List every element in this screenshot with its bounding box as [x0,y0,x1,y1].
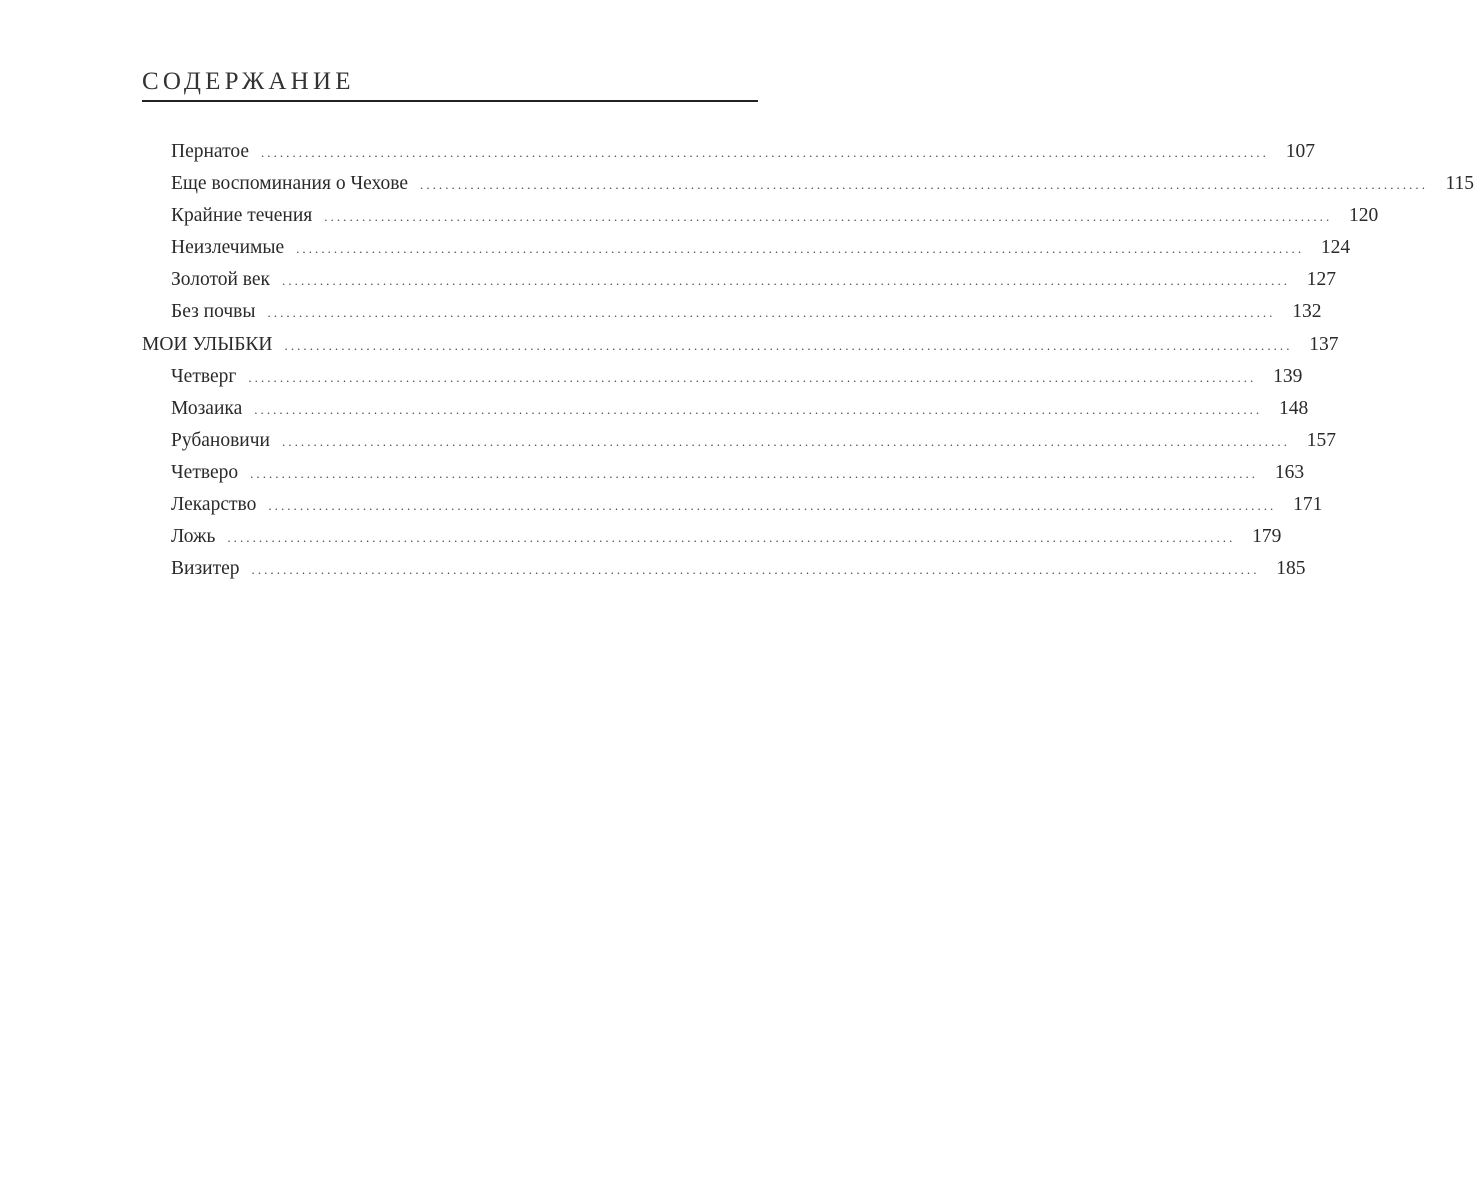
toc-leader-dots: ................................................................................................................................................................ [267,305,1276,321]
toc-entry[interactable] [142,200,1379,232]
table-of-contents [142,136,1474,585]
toc-entry[interactable] [142,136,1315,168]
toc-entry-page: 139 [1273,365,1303,387]
toc-leader-dots: ................................................................................................................................................................ [420,177,1429,193]
toc-leader-dots: ................................................................................................................................................................ [227,530,1236,546]
toc-entry-page: 120 [1349,205,1379,227]
toc-entry[interactable] [142,264,1337,296]
toc-leader-dots: ................................................................................................................................................................ [268,498,1277,514]
toc-entry-page: 185 [1276,558,1306,580]
toc-leader-dots: ................................................................................................................................................................ [324,209,1333,225]
toc-entry[interactable] [142,296,1322,328]
toc-leader-dots: ................................................................................................................................................................ [251,562,1260,578]
toc-entry[interactable] [142,393,1309,425]
toc-entry-page: 179 [1252,526,1282,548]
toc-entry-title: Лекарство [171,494,257,516]
toc-entry[interactable] [142,425,1336,457]
toc-section-entry[interactable] [142,329,1339,361]
toc-entry-page: 127 [1306,269,1337,291]
toc-entry-page: 107 [1285,141,1315,162]
toc-entry-title: Визитер [171,558,240,580]
toc-entry[interactable] [142,489,1323,521]
toc-leader-dots: ................................................................................................................................................................ [284,337,1293,353]
toc-entry-title: Без почвы [171,301,256,323]
toc-entry-page: 124 [1320,237,1351,259]
toc-section-title: МОИ УЛЫБКИ [142,333,273,355]
toc-leader-dots: ................................................................................................................................................................ [282,273,1291,289]
toc-entry-page: 171 [1293,494,1323,516]
toc-entry[interactable] [142,457,1305,489]
toc-entry-title: Золотой век [171,269,271,291]
toc-entry-page: 148 [1278,397,1309,419]
toc-entry-title: Четверг [171,365,237,387]
toc-entry-page: 132 [1292,301,1322,323]
toc-entry-page: 163 [1274,461,1305,483]
toc-entry-title: Пернатое [171,141,249,162]
toc-entry-page: 157 [1306,429,1336,451]
toc-leader-dots: ................................................................................................................................................................ [248,369,1257,385]
toc-leader-dots: ................................................................................................................................................................ [260,145,1269,160]
page-title: СОДЕРЖАНИЕ [142,68,355,95]
toc-entry-title: Крайние течения [171,205,313,227]
toc-leader-dots: ................................................................................................................................................................ [250,465,1259,481]
toc-entry-title: Ложь [171,526,216,548]
toc-leader-dots: ................................................................................................................................................................ [254,401,1263,417]
toc-entry-page: 115 [1445,173,1474,195]
toc-entry-title: Мозаика [171,397,243,419]
toc-entry[interactable] [142,232,1351,264]
toc-entry-title: Четверо [171,461,239,483]
toc-entry-title: Еще воспоминания о Чехове [171,173,409,195]
toc-entry[interactable] [142,168,1474,200]
toc-entry[interactable] [142,553,1306,585]
toc-entry[interactable] [142,361,1303,393]
toc-entry[interactable] [142,521,1282,553]
heading-rule [142,100,758,102]
toc-entry-page: 137 [1309,333,1339,355]
toc-entry-title: Рубановичи [171,429,270,451]
toc-entry-title: Неизлечимые [171,237,285,259]
toc-leader-dots: ................................................................................................................................................................ [282,433,1290,449]
toc-leader-dots: ................................................................................................................................................................ [296,241,1305,257]
